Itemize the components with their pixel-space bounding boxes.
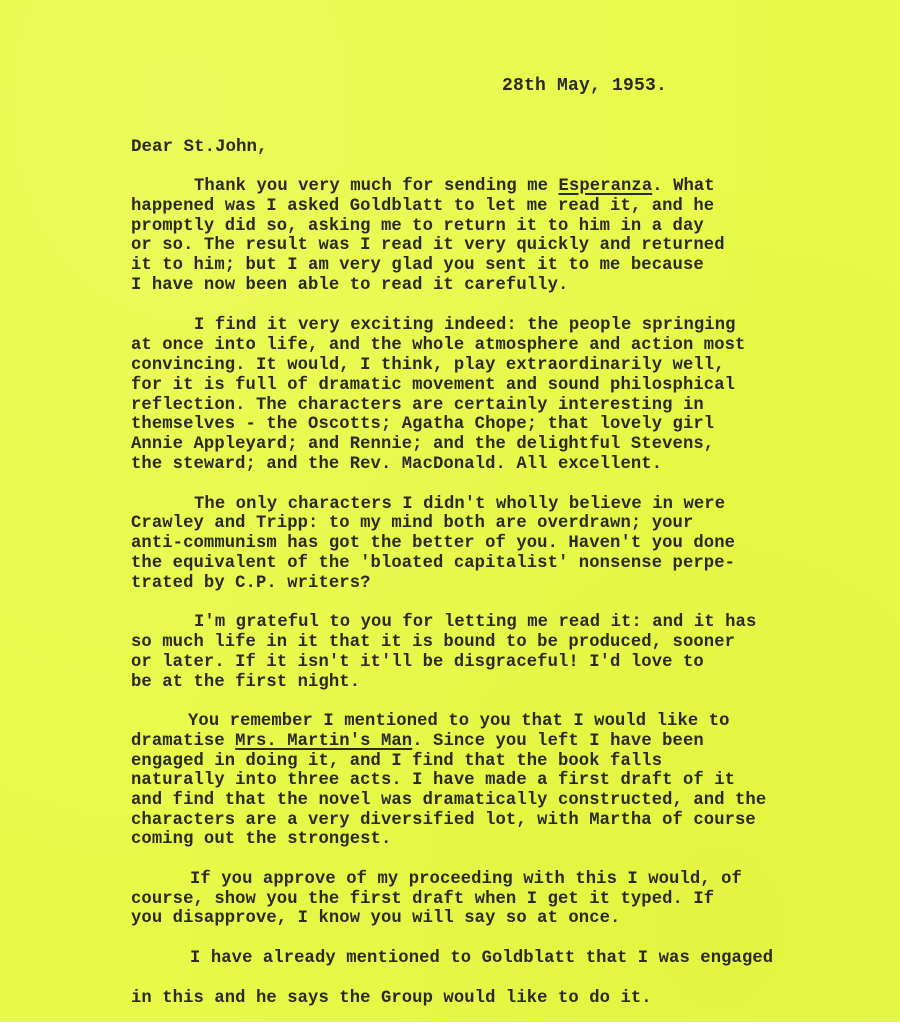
- body-line: characters are a very diversified lot, with Martha of course: [131, 811, 756, 830]
- body-line: Annie Appleyard; and Rennie; and the delightful Stevens,: [131, 435, 715, 454]
- book-title-mrs-martins-man: Mrs. Martin's Man: [235, 732, 413, 751]
- body-line: reflection. The characters are certainly interesting in: [131, 396, 704, 415]
- body-line: dramatise Mrs. Martin's Man. Since you left I have been: [131, 732, 704, 751]
- body-line: I have already mentioned to Goldblatt that I was engaged: [190, 949, 774, 968]
- body-line: trated by C.P. writers?: [131, 574, 371, 593]
- body-line: naturally into three acts. I have made a first draft of it: [131, 771, 736, 790]
- body-line: If you approve of my proceeding with this I would, of: [190, 870, 742, 889]
- body-line: at once into life, and the whole atmosphere and action most: [131, 336, 746, 355]
- body-line: You remember I mentioned to you that I would like to: [188, 712, 730, 731]
- page-bottom-edge: [0, 1022, 900, 1031]
- body-line: it to him; but I am very glad you sent it to me because: [131, 256, 704, 275]
- body-line: happened was I asked Goldblatt to let me read it, and he: [131, 197, 715, 216]
- body-line: in this and he says the Group would like to do it.: [131, 989, 652, 1008]
- body-line: Thank you very much for sending me Esperanza. What: [194, 177, 715, 196]
- body-line: or so. The result was I read it very quickly and returned: [131, 236, 725, 255]
- body-line: the equivalent of the 'bloated capitalist' nonsense perpe-: [131, 554, 736, 573]
- body-line: Crawley and Tripp: to my mind both are overdrawn; your: [131, 514, 694, 533]
- body-line: anti-communism has got the better of you. Haven't you done: [131, 534, 736, 553]
- body-line: or later. If it isn't it'll be disgraceful! I'd love to: [131, 653, 704, 672]
- body-line: promptly did so, asking me to return it to him in a day: [131, 217, 704, 236]
- body-line: coming out the strongest.: [131, 830, 392, 849]
- body-line: I find it very exciting indeed: the people springing: [194, 316, 736, 335]
- letter-date: 28th May, 1953.: [502, 76, 668, 96]
- body-line: be at the first night.: [131, 673, 361, 692]
- salutation: Dear St.John,: [131, 137, 268, 157]
- body-line: and find that the novel was dramatically constructed, and the: [131, 791, 767, 810]
- body-line: I'm grateful to you for letting me read it: and it has: [194, 613, 757, 632]
- body-line: I have now been able to read it carefully.: [131, 276, 569, 295]
- body-line: so much life in it that it is bound to be produced, sooner: [131, 633, 736, 652]
- body-line: engaged in doing it, and I find that the book falls: [131, 752, 663, 771]
- body-line: course, show you the first draft when I get it typed. If: [131, 890, 715, 909]
- body-line: convincing. It would, I think, play extraordinarily well,: [131, 356, 725, 375]
- body-line: themselves - the Oscotts; Agatha Chope; that lovely girl: [131, 415, 715, 434]
- body-line: you disapprove, I know you will say so at once.: [131, 909, 621, 928]
- book-title-esperanza: Esperanza: [558, 177, 653, 196]
- body-line: The only characters I didn't wholly believe in were: [194, 495, 726, 514]
- body-line: the steward; and the Rev. MacDonald. All excellent.: [131, 455, 663, 474]
- body-line: for it is full of dramatic movement and sound philosphical: [131, 376, 736, 395]
